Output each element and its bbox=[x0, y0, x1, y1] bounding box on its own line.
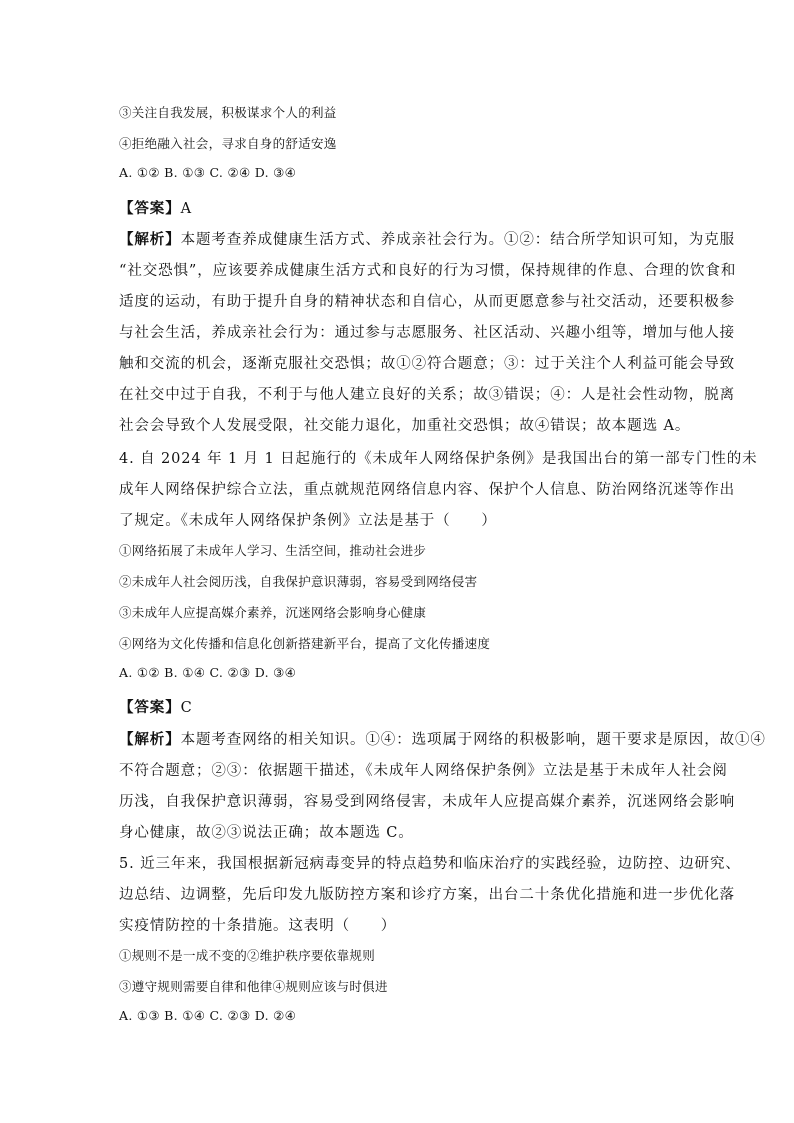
answer-line bbox=[119, 197, 192, 218]
analysis-line: 与社会生活，养成亲社会行为：通过参与志愿服务、社区活动、兴趣小组等，增加与他人接 bbox=[119, 325, 735, 341]
option-1: ①网络拓展了未成年人学习、生活空间，推动社会进步 bbox=[119, 543, 427, 558]
analysis-line: 社会会导致个人发展受限，社交能力退化，加重社交恐惧；故④错误；故本题选 A。 bbox=[119, 418, 691, 434]
question-4-line: 4. 自 2024 年 1 月 1 日起施行的《未成年人网络保护条例》是我国出台的第一部专门性的未 bbox=[119, 451, 758, 467]
option-3: ③关注自我发展，积极谋求个人的利益 bbox=[119, 105, 337, 120]
analysis-line: 触和交流的机会，逐渐克服社交恐惧；故①②符合题意；③：过于关注个人利益可能会导致 bbox=[119, 356, 735, 372]
option-4: ④拒绝融入社会，寻求自身的舒适安逸 bbox=[119, 136, 337, 151]
question-4-line: 了规定。《未成年人网络保护条例》立法是基于（ ） bbox=[119, 513, 497, 529]
option-1-2: ①规则不是一成不变的②维护秩序要依靠规则 bbox=[119, 948, 376, 963]
analysis-line: 不符合题意；②③：依据题干描述，《未成年人网络保护条例》立法是基于未成年人社会阅 bbox=[119, 763, 728, 779]
answer-line bbox=[119, 696, 193, 717]
answer-value: A bbox=[180, 201, 192, 217]
answer-value: C bbox=[180, 700, 193, 716]
answer-choices: A. ①② B. ①④ C. ②③ D. ③④ bbox=[119, 665, 297, 680]
question-5-line: 5. 近三年来，我国根据新冠病毒变异的特点趋势和临床治疗的实践经验，边防控、边研究、 bbox=[119, 856, 741, 872]
answer-choices: A. ①② B. ①③ C. ②④ D. ③④ bbox=[119, 165, 297, 180]
analysis-line: 身心健康，故②③说法正确；故本题选 C。 bbox=[119, 825, 414, 841]
analysis-text: 本题考查养成健康生活方式、养成亲社会行为。①②：结合所学知识可知，为克服 bbox=[180, 232, 736, 248]
option-2: ②未成年人社会阅历浅，自我保护意识薄弱，容易受到网络侵害 bbox=[119, 574, 478, 589]
analysis-line: “社交恐惧”，应该要养成健康生活方式和良好的行为习惯，保持规律的作息、合理的饮食和 bbox=[119, 263, 737, 279]
analysis-line bbox=[119, 228, 735, 249]
analysis-tag: 【解析】 bbox=[119, 731, 181, 748]
analysis-line bbox=[119, 728, 766, 749]
analysis-line: 适度的运动，有助于提升自身的精神状态和自信心，从而更愿意参与社交活动，还要积极参 bbox=[119, 294, 735, 310]
analysis-tag: 【解析】 bbox=[119, 231, 181, 248]
analysis-text: 本题考查网络的相关知识。①④：选项属于网络的积极影响，题干要求是原因，故①④ bbox=[180, 732, 766, 748]
option-3-4: ③遵守规则需要自律和他律④规则应该与时俱进 bbox=[119, 979, 388, 994]
question-4-line: 成年人网络保护综合立法，重点就规范网络信息内容、保护个人信息、防治网络沉迷等作出 bbox=[119, 482, 735, 498]
analysis-line: 在社交中过于自我，不利于与他人建立良好的关系；故③错误；④：人是社会性动物，脱离 bbox=[119, 387, 735, 403]
option-3: ③未成年人应提高媒介素养，沉迷网络会影响身心健康 bbox=[119, 605, 427, 620]
question-5-line: 实疫情防控的十条措施。这表明（ ） bbox=[119, 918, 397, 934]
question-5-line: 边总结、边调整，先后印发九版防控方案和诊疗方案，出台二十条优化措施和进一步优化落 bbox=[119, 887, 735, 903]
answer-choices: A. ①③ B. ①④ C. ②③ D. ②④ bbox=[119, 1008, 297, 1023]
option-4: ④网络为文化传播和信息化创新搭建新平台，提高了文化传播速度 bbox=[119, 636, 491, 651]
answer-tag: 【答案】 bbox=[119, 200, 181, 217]
answer-tag: 【答案】 bbox=[119, 699, 181, 716]
analysis-line: 历浅，自我保护意识薄弱，容易受到网络侵害，未成年人应提高媒介素养，沉迷网络会影响 bbox=[119, 794, 735, 810]
